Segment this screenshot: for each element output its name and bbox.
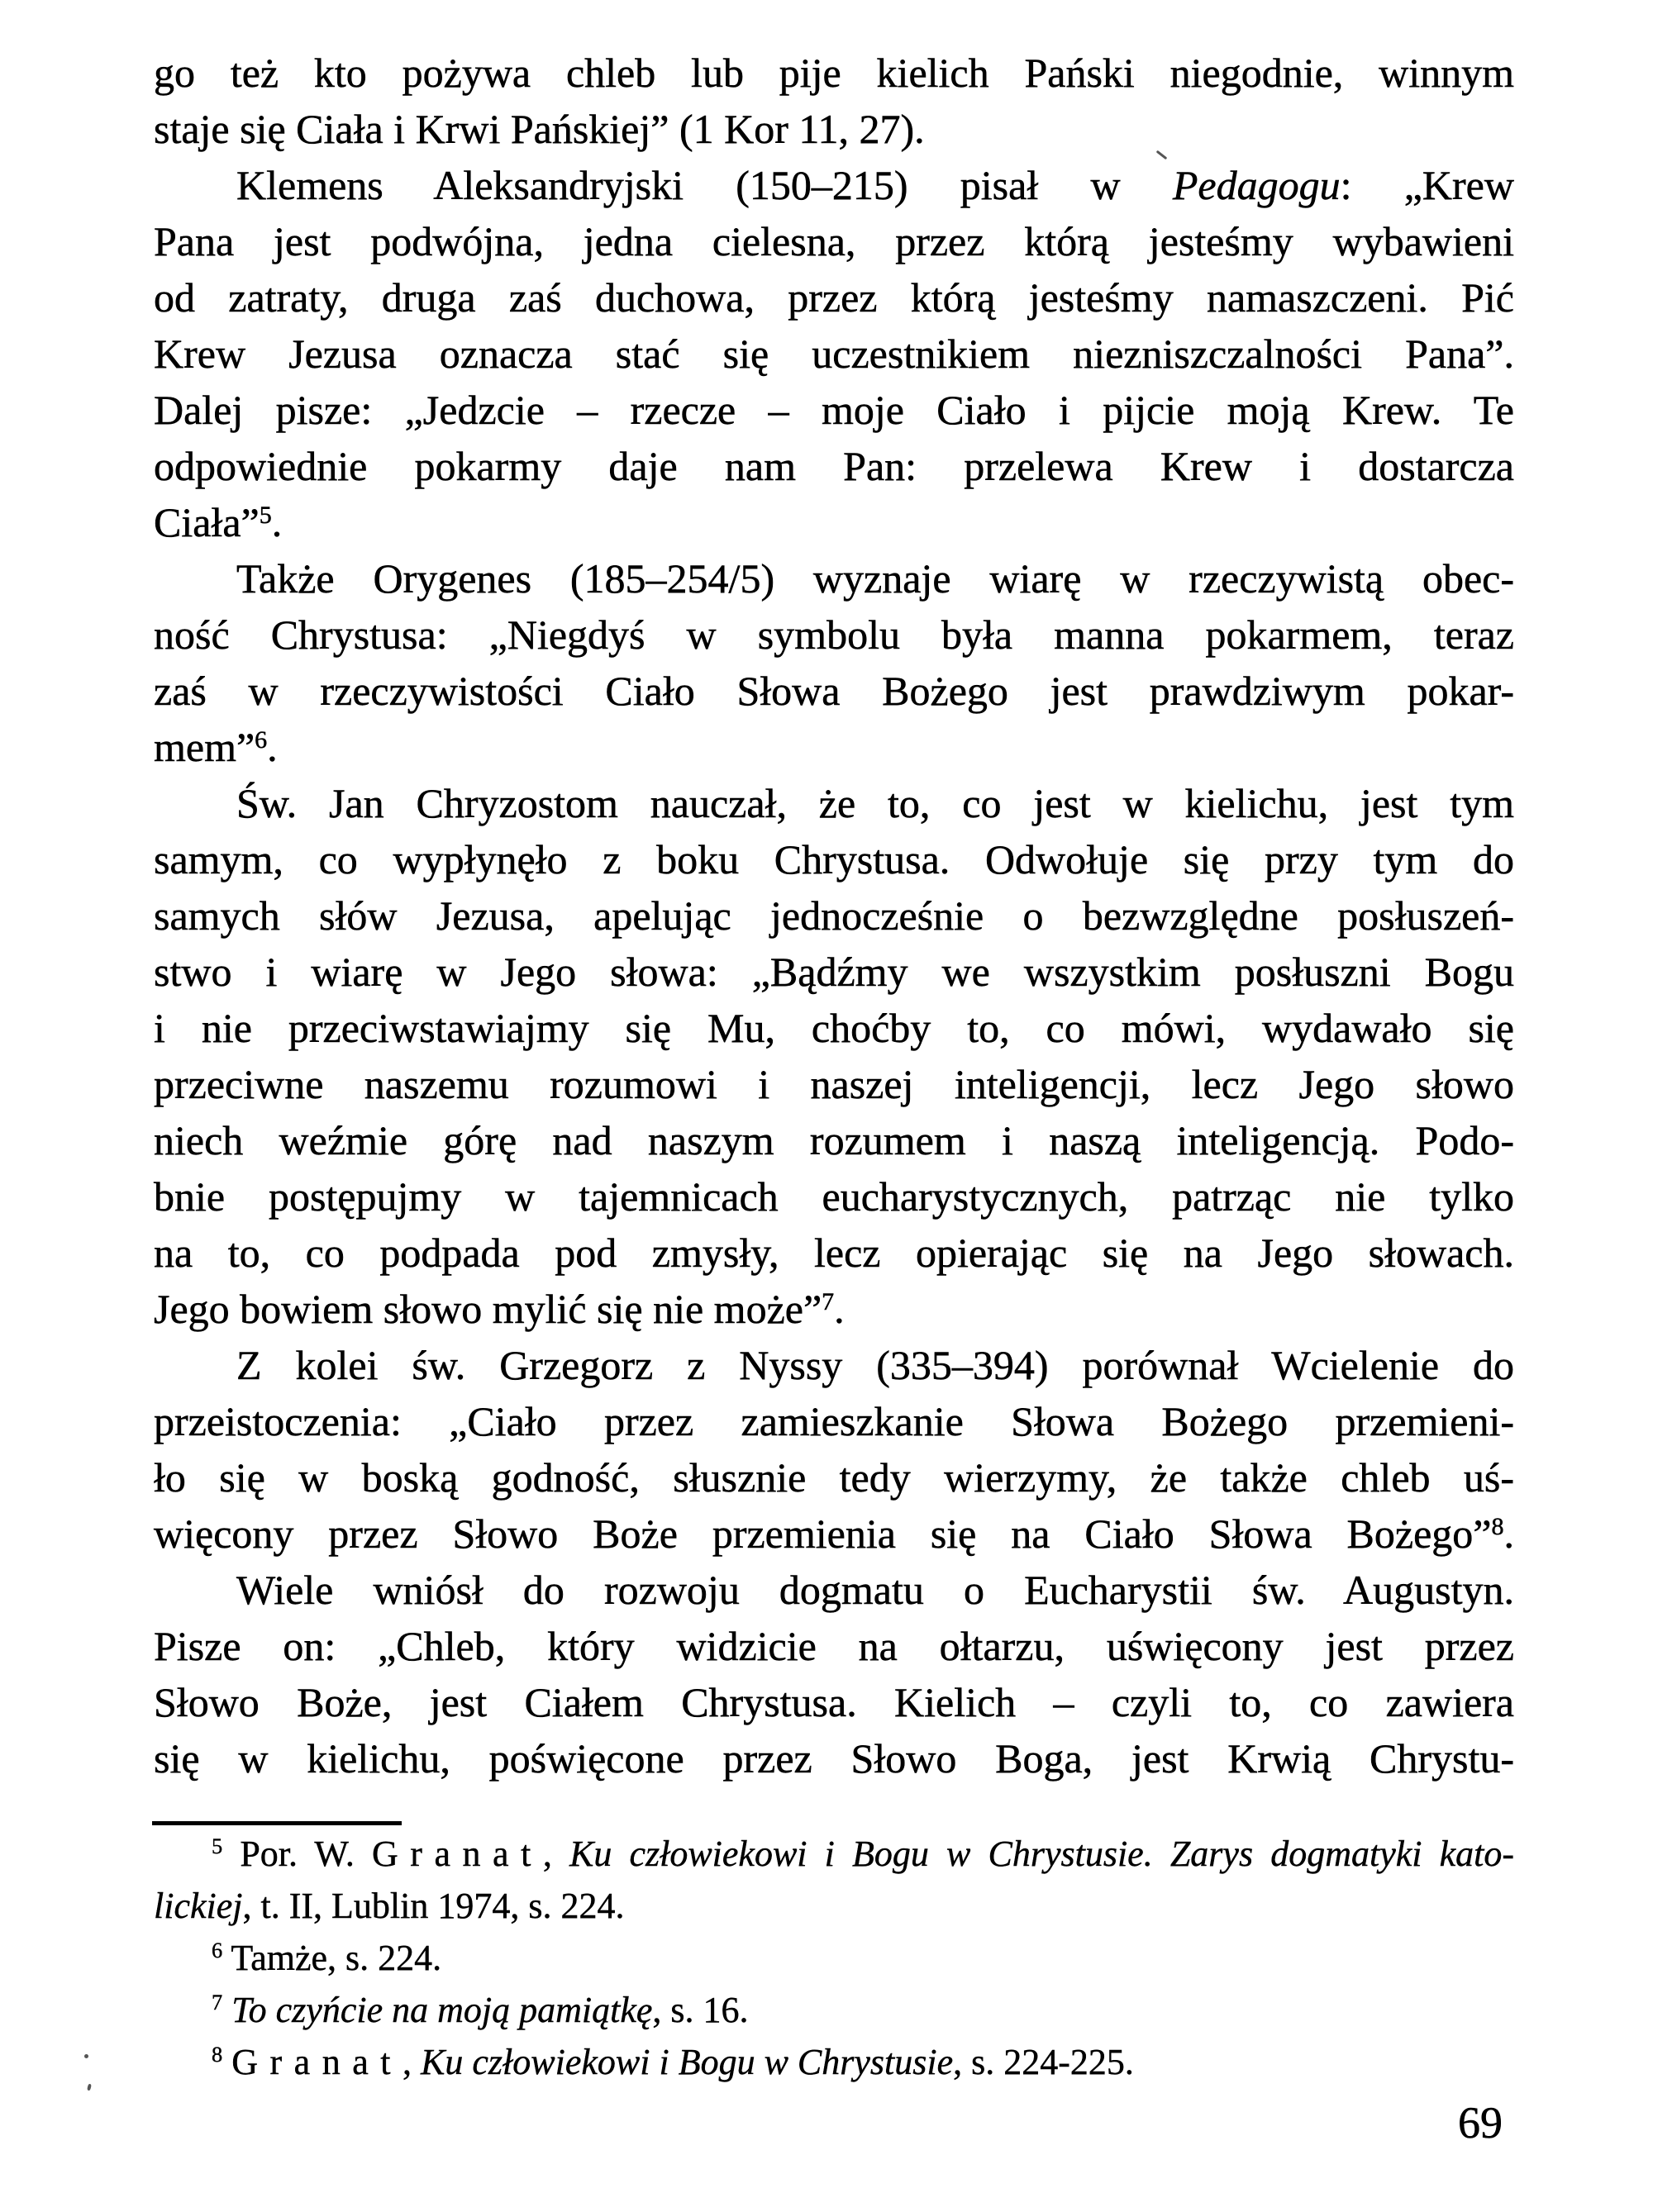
- footnote-line: [154, 2036, 1514, 2088]
- text-line: [154, 438, 1514, 494]
- text-run: samym, co wypłynęło z boku Chrystusa. Odwołuje się przy tym do: [154, 836, 1514, 882]
- text-run: 8: [1491, 1512, 1504, 1540]
- text-line: [154, 326, 1514, 382]
- text-line: [154, 887, 1514, 944]
- text-run: od zatraty, druga zaś duchowa, przez którą jesteśmy namaszczeni. Pić: [154, 274, 1514, 321]
- text-run: niech weźmie górę nad naszym rozumem i naszą inteligencją. Podo-: [154, 1117, 1514, 1163]
- text-run: 6: [212, 1938, 223, 1963]
- text-run: Ku człowiekowi i Bogu w Chrystusie: [421, 2042, 954, 2082]
- footnote-line: [154, 1880, 1514, 1932]
- text-run: stwo i wiarę w Jego słowa: „Bądźmy we wszystkim posłuszni Bogu: [154, 949, 1514, 995]
- footnote-line: [154, 1932, 1514, 1984]
- text-run: Por. W.: [222, 1834, 372, 1874]
- text-line: [154, 382, 1514, 438]
- text-run: Św. Jan Chryzostom nauczał, że to, co jest w kielichu, jest tym: [236, 780, 1514, 826]
- text-run: lickiej: [154, 1886, 243, 1926]
- text-run: ,: [542, 1834, 569, 1874]
- text-run: , t. II, Lublin 1974, s. 224.: [242, 1886, 625, 1926]
- text-run: Pisze on: „Chleb, który widzicie na ołtarzu, uświęcony jest przez: [154, 1623, 1514, 1669]
- text-run: więcony przez Słowo Boże przemienia się na Ciało Słowa Bożego”: [154, 1510, 1492, 1557]
- text-run: na to, co podpada pod zmysły, lecz opierając się na Jego słowach.: [154, 1230, 1514, 1276]
- page-number: 69: [1458, 2098, 1503, 2148]
- text-run: 8: [212, 2042, 223, 2067]
- text-line: [154, 213, 1514, 269]
- footnote-line: [154, 1984, 1514, 2036]
- text-run: bnie postępujmy w tajemnicach eucharystycznych, patrząc nie tylko: [154, 1173, 1514, 1220]
- text-line: [154, 1225, 1514, 1281]
- text-run: .: [267, 724, 278, 770]
- text-run: Ku człowiekowi i Bogu w Chrystusie. Zarys dogmatyki kato-: [569, 1834, 1515, 1874]
- text-run: odpowiednie pokarmy daje nam Pan: przelewa Krew i dostarcza: [154, 443, 1514, 489]
- text-run: go też kto pożywa chleb lub pije kielich Pański niegodnie, winnym: [154, 50, 1514, 96]
- text-line: [154, 1618, 1514, 1674]
- text-run: 7: [822, 1287, 835, 1315]
- text-run: Jego bowiem słowo mylić się nie może”: [154, 1286, 822, 1332]
- text-line: [154, 101, 1514, 157]
- text-run: samych słów Jezusa, apelując jednocześnie o bezwzględne posłuszeń-: [154, 892, 1514, 939]
- text-run: przeistoczenia: „Ciało przez zamieszkanie Słowa Bożego przemieni-: [154, 1398, 1514, 1444]
- text-run: Słowo Boże, jest Ciałem Chrystusa. Kielich – czyli to, co zawiera: [154, 1679, 1514, 1725]
- text-run: 6: [255, 725, 268, 754]
- text-run: Pedagogu: [1172, 162, 1341, 208]
- text-run: Klemens Aleksandryjski (150–215) pisał w: [236, 162, 1173, 208]
- text-line: [154, 157, 1514, 213]
- text-run: 7: [212, 1990, 223, 2015]
- text-line: [154, 607, 1514, 663]
- text-run: Także Orygenes (185–254/5) wyznaje wiarę w rzeczywistą obec-: [236, 555, 1514, 602]
- text-line: [154, 1337, 1514, 1393]
- text-run: .: [834, 1286, 845, 1332]
- text-line: [154, 1000, 1514, 1056]
- text-run: mem”: [154, 724, 255, 770]
- text-line: [154, 550, 1514, 607]
- text-run: .: [1503, 1510, 1514, 1557]
- text-line: [154, 1168, 1514, 1225]
- text-run: staje się Ciała i Krwi Pańskiej” (1 Kor 11, 27).: [154, 106, 925, 152]
- text-run: ło się w boską godność, słusznie tedy wierzymy, że także chleb uś-: [154, 1454, 1514, 1501]
- text-line: [154, 1562, 1514, 1618]
- text-line: [154, 1730, 1514, 1786]
- text-run: Pana jest podwójna, jedna cielesna, przez którą jesteśmy wybawieni: [154, 218, 1514, 264]
- text-run: przeciwne naszemu rozumowi i naszej inteligencji, lecz Jego słowo: [154, 1061, 1514, 1107]
- text-line: [154, 1056, 1514, 1112]
- text-run: To czyńcie na moją pamiątkę: [231, 1990, 653, 2030]
- text-line: [154, 1449, 1514, 1506]
- text-run: : „Krew: [1340, 162, 1514, 208]
- text-run: .: [271, 499, 283, 545]
- text-line: [154, 494, 1514, 550]
- scan-speck: [84, 2054, 88, 2058]
- text-run: Ciała”: [154, 499, 260, 545]
- text-run: Granat: [231, 2042, 403, 2082]
- text-run: Krew Jezusa oznacza stać się uczestnikiem niezniszczalności Pana”.: [154, 331, 1514, 377]
- text-run: ność Chrystusa: „Niegdyś w symbolu była manna pokarmem, teraz: [154, 611, 1514, 658]
- text-run: 5: [259, 501, 272, 529]
- text-line: [154, 45, 1514, 101]
- text-run: Granat: [371, 1834, 543, 1874]
- text-run: 5: [212, 1834, 223, 1859]
- text-line: [154, 1112, 1514, 1168]
- text-run: się w kielichu, poświęcone przez Słowo Boga, jest Krwią Chrystu-: [154, 1735, 1514, 1781]
- text-run: Tamże, s. 224.: [222, 1938, 442, 1978]
- text-line: [154, 944, 1514, 1000]
- text-run: , s. 224-225.: [953, 2042, 1134, 2082]
- footnotes: [154, 1828, 1514, 2088]
- footnote-line: [154, 1828, 1514, 1880]
- text-run: [222, 1990, 231, 2030]
- text-run: , s. 16.: [652, 1990, 749, 2030]
- main-text: [154, 45, 1514, 1786]
- text-line: [154, 1506, 1514, 1562]
- text-line: [154, 1674, 1514, 1730]
- text-line: [154, 1281, 1514, 1337]
- text-run: Wiele wniósł do rozwoju dogmatu o Eucharystii św. Augustyn.: [236, 1567, 1514, 1613]
- footnote-separator: [152, 1821, 402, 1825]
- text-run: ,: [403, 2042, 422, 2082]
- text-line: [154, 269, 1514, 326]
- text-run: zaś w rzeczywistości Ciało Słowa Bożego jest prawdziwym pokar-: [154, 668, 1514, 714]
- text-line: [154, 719, 1514, 775]
- scan-speck: [87, 2084, 92, 2091]
- text-run: i nie przeciwstawiajmy się Mu, choćby to, co mówi, wydawało się: [154, 1005, 1514, 1051]
- text-line: [154, 831, 1514, 887]
- text-run: Dalej pisze: „Jedzcie – rzecze – moje Ciało i pijcie moją Krew. Te: [154, 387, 1514, 433]
- text-run: [222, 2042, 231, 2082]
- text-run: Z kolei św. Grzegorz z Nyssy (335–394) porównał Wcielenie do: [236, 1342, 1514, 1388]
- text-line: [154, 1393, 1514, 1449]
- text-line: [154, 775, 1514, 831]
- text-line: [154, 663, 1514, 719]
